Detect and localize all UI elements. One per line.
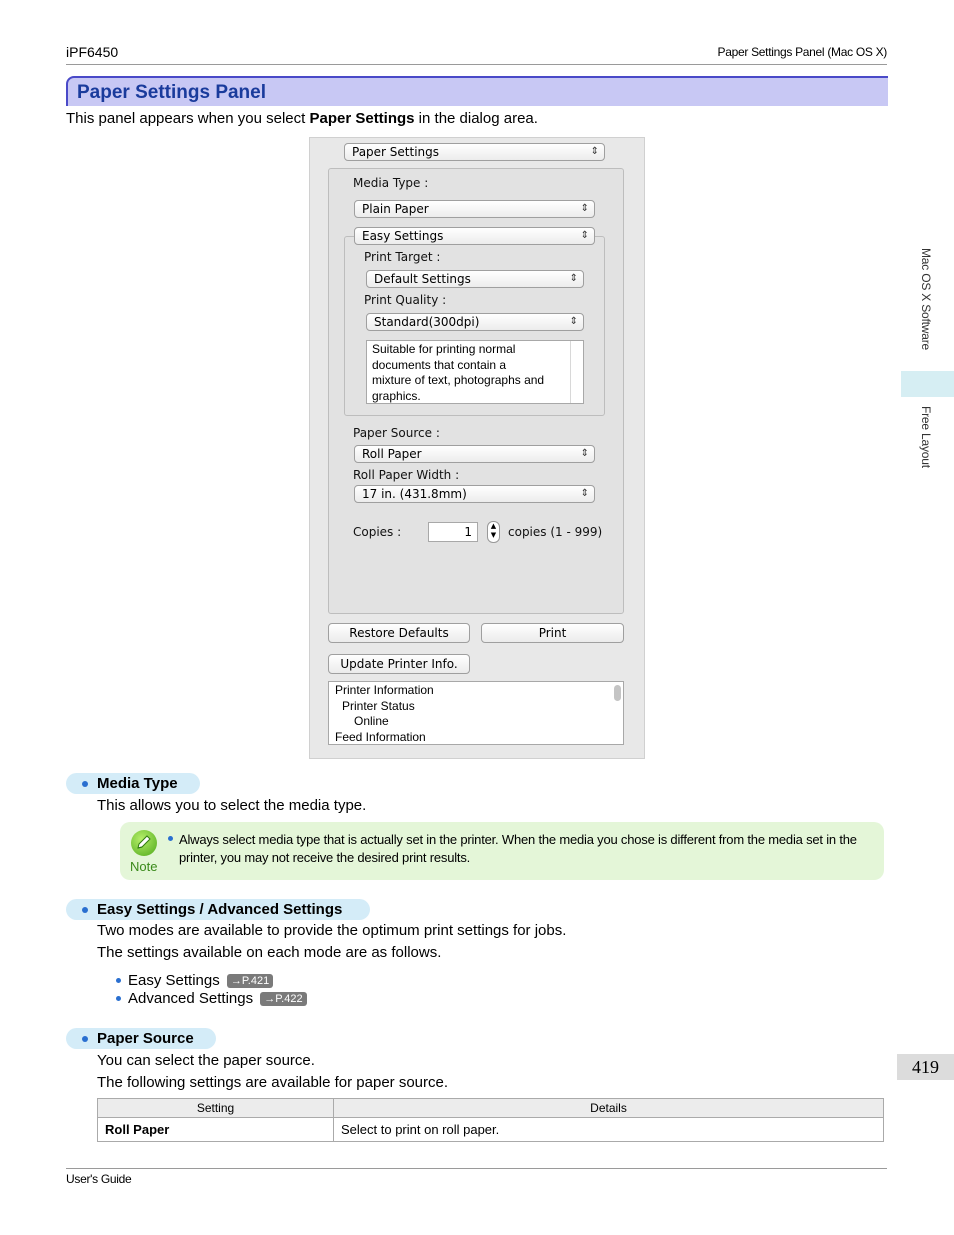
paper-source-value: Roll Paper: [362, 447, 422, 461]
updown-arrow-icon: ⇕: [590, 146, 599, 157]
panel-popup[interactable]: [344, 143, 605, 161]
copies-input[interactable]: 1: [428, 522, 478, 542]
print-target-label: Print Target :: [364, 250, 441, 264]
roll-width-popup[interactable]: [354, 485, 595, 503]
column-header-details: Details: [334, 1099, 884, 1118]
print-target-popup[interactable]: [366, 270, 584, 288]
roll-width-value: 17 in. (431.8mm): [362, 487, 467, 501]
side-tab-marker: [901, 371, 954, 397]
updown-arrow-icon: ⇕: [580, 448, 589, 459]
updown-arrow-icon: ⇕: [580, 203, 589, 214]
print-quality-label: Print Quality :: [364, 293, 447, 307]
footer-guide: User's Guide: [66, 1172, 132, 1186]
note-pencil-icon: [131, 830, 157, 856]
bullet-dot-icon: [168, 836, 173, 841]
note-box: [120, 822, 884, 880]
paper-source-heading-text: Paper Source: [97, 1030, 194, 1047]
roll-width-label: Roll Paper Width :: [353, 468, 460, 482]
list-item-advanced-settings: [128, 990, 307, 1007]
dialog-screenshot: [309, 137, 645, 759]
intro-after: in the dialog area.: [414, 110, 538, 127]
updown-arrow-icon: ⇕: [569, 273, 578, 284]
bullet-dot-icon: [82, 781, 88, 787]
paper-source-popup[interactable]: [354, 445, 595, 463]
printer-info-list[interactable]: [328, 681, 624, 745]
description-line: mixture of text, photographs and: [372, 373, 545, 387]
scrollbar-thumb[interactable]: [614, 685, 621, 701]
update-printer-info-button[interactable]: Update Printer Info.: [328, 654, 470, 674]
bullet-dot-icon: [82, 1036, 88, 1042]
table-cell-setting: Roll Paper: [98, 1118, 334, 1142]
list-item-label: Advanced Settings: [128, 990, 254, 1007]
note-label: Note: [130, 859, 158, 874]
list-item: Printer Information: [335, 683, 434, 697]
column-header-setting: Setting: [98, 1099, 334, 1118]
print-quality-popup[interactable]: [366, 313, 584, 331]
bullet-dot-icon: [116, 996, 121, 1001]
copies-label: Copies :: [353, 525, 402, 539]
section-title-text: Paper Settings Panel: [77, 82, 267, 103]
updown-arrow-icon: ⇕: [569, 316, 578, 327]
section-title: [66, 76, 888, 106]
bullet-dot-icon: [116, 978, 121, 983]
copies-range: copies (1 - 999): [508, 525, 603, 539]
list-item: Feed Information: [335, 729, 426, 744]
bullet-dot-icon: [82, 907, 88, 913]
list-item-label: Easy Settings: [128, 972, 220, 989]
media-type-text: This allows you to select the media type.: [97, 797, 367, 814]
media-type-heading: [66, 773, 200, 794]
paper-source-text-1: You can select the paper source.: [97, 1052, 315, 1069]
list-item: Online: [354, 714, 389, 728]
table-cell-details: Select to print on roll paper.: [334, 1118, 884, 1142]
side-tab-free-layout: Free Layout: [919, 406, 933, 468]
updown-arrow-icon: ⇕: [580, 488, 589, 499]
header-model: iPF6450: [66, 44, 119, 60]
paper-source-label: Paper Source :: [353, 426, 440, 440]
intro-text: [66, 110, 538, 127]
mode-popup[interactable]: [354, 227, 595, 245]
list-item-easy-settings: [128, 972, 273, 989]
print-target-value: Default Settings: [374, 272, 471, 286]
intro-bold: Paper Settings: [309, 110, 415, 127]
paper-source-heading: [66, 1028, 216, 1049]
table-row: [98, 1118, 884, 1142]
side-tab-mac-software: Mac OS X Software: [919, 248, 933, 350]
description-line: documents that contain a: [372, 357, 507, 372]
easy-advanced-text-2: The settings available on each mode are as follows.: [97, 944, 442, 961]
page-number: 419: [897, 1054, 954, 1080]
table-header-row: [98, 1099, 884, 1118]
easy-advanced-text-1: Two modes are available to provide the optimum print settings for jobs.: [97, 922, 567, 939]
page-reference-link[interactable]: →P.422: [260, 992, 306, 1006]
note-text: Always select media type that is actually set in the printer. When the media you chose is different from the media set in the printer, you may not receive the desired print results.: [179, 832, 857, 865]
stepper-down-icon[interactable]: ▼: [490, 531, 497, 539]
description-line: Suitable for printing normal: [372, 342, 516, 356]
description-box: [366, 340, 584, 404]
easy-advanced-heading-text: Easy Settings / Advanced Settings: [97, 901, 343, 918]
description-line: graphics.: [372, 388, 421, 403]
intro-before: This panel appears when you select: [66, 110, 310, 127]
stepper-up-icon[interactable]: ▲: [490, 522, 497, 530]
media-type-heading-text: Media Type: [97, 775, 178, 792]
footer-rule: [66, 1168, 887, 1169]
print-button[interactable]: Print: [481, 623, 624, 643]
list-item: Printer Status: [342, 698, 415, 713]
header-section: Paper Settings Panel (Mac OS X): [717, 45, 887, 59]
scrollbar-divider: [570, 341, 571, 403]
panel-popup-label: Paper Settings: [352, 145, 440, 159]
media-type-popup[interactable]: [354, 200, 595, 218]
paper-source-text-2: The following settings are available for paper source.: [97, 1074, 449, 1091]
updown-arrow-icon: ⇕: [580, 230, 589, 241]
restore-defaults-button[interactable]: Restore Defaults: [328, 623, 470, 643]
media-type-value: Plain Paper: [362, 202, 429, 216]
print-quality-value: Standard(300dpi): [374, 315, 480, 329]
easy-advanced-heading: [66, 899, 370, 920]
paper-source-table: [97, 1098, 884, 1142]
page-reference-link[interactable]: →P.421: [227, 974, 273, 988]
mode-popup-label: Easy Settings: [362, 229, 444, 243]
media-type-label: Media Type :: [353, 176, 429, 190]
header-rule: [66, 64, 887, 65]
copies-stepper[interactable]: [487, 521, 500, 543]
